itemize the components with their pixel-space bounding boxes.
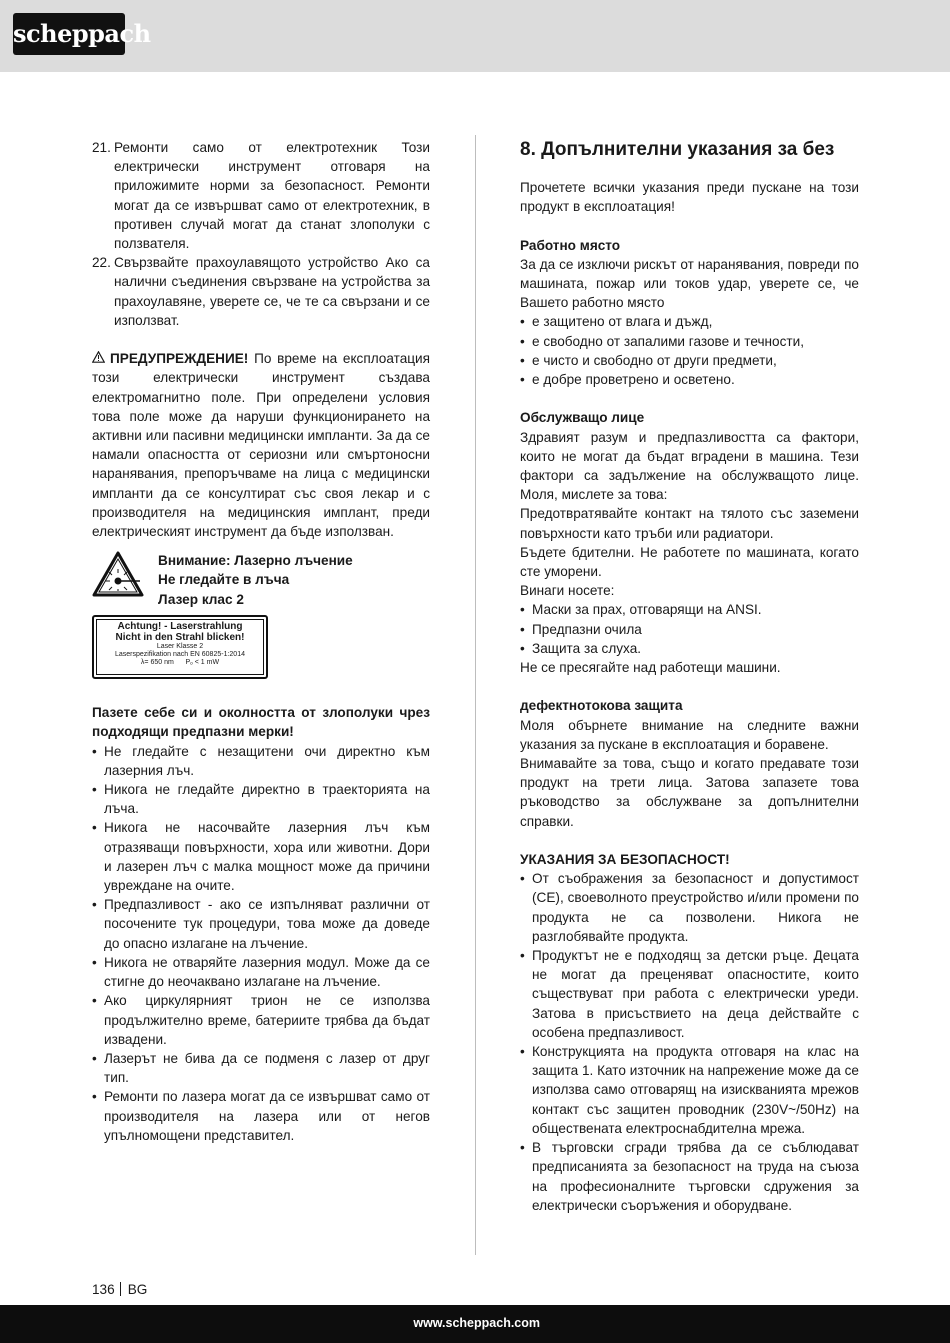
- list-item: • е добре проветрено и осветено.: [520, 372, 735, 388]
- laser-line-2: Не гледайте в лъча: [158, 572, 290, 588]
- warning-label: ПРЕДУПРЕЖДЕНИЕ!: [110, 351, 249, 367]
- list-item: • Маски за прах, отговарящи на ANSI.: [520, 602, 762, 618]
- workplace-text: За да се изключи рискът от наранявания, повреди по машината, пожар или токов удар, уверете се, че Вашето работно място: [520, 256, 859, 311]
- laser-warning-block: [92, 551, 430, 703]
- label-power: Pₒ < 1 mW: [185, 659, 220, 667]
- label-title-1: Achtung! - Laserstrahlung: [117, 621, 243, 633]
- list-item: • е чисто и свободно от други предмети,: [520, 352, 777, 368]
- list-item: • Конструкцията на продукта отговаря на клас на защита 1. Като източник на напрежение може да се използва само отговарящ на изискванията мрежов контакт със защитен проводник (230V~/50Hz) на обществената електроснабдителна мрежа.: [520, 1044, 859, 1136]
- list-item: • Никога не отваряйте лазерния модул. Може да се стигне до неочаквано излагане на лъчение.: [92, 954, 430, 990]
- label-line-5: [97, 659, 263, 667]
- numbered-item-21: [92, 138, 430, 253]
- intro-text: Прочетете всички указания преди пускане на този продукт в експлоатация!: [520, 180, 859, 215]
- protect-heading: Пазете себе си и околността от злополуки чрез подходящи предпазни мерки!: [92, 705, 430, 740]
- operator-heading: Обслужващо лице: [520, 410, 645, 426]
- laser-line-3: Лазер клас 2: [158, 591, 244, 607]
- page-footer: [92, 1280, 147, 1299]
- language-code: BG: [127, 1282, 148, 1297]
- rcd-heading: дефектнотокова защита: [520, 698, 683, 714]
- item-text: Ремонти само от електротехник Този електрически инструмент отговаря на приложимите норми за безопасност. Ремонти могат да се извършват само от електротехник, в противен случай могат да станат злополуки с ползвателя.: [114, 140, 430, 252]
- laser-hazard-icon: [92, 551, 144, 597]
- numbered-item-22: [92, 253, 430, 330]
- list-item: • Не гледайте с незащитени очи директно към лазерния лъч.: [92, 743, 430, 778]
- list-item: • Предпазни очила: [520, 621, 642, 637]
- rcd-p1: Моля обърнете внимание на следните важни указания за пускане в експлоатация и боравене.: [520, 717, 859, 752]
- column-divider: [475, 135, 476, 1255]
- list-item: • Ако циркулярният трион не се използва продължително време, батериите трябва да бъдат извадени.: [92, 993, 430, 1047]
- header-bar: [0, 0, 950, 72]
- item-number: 21.: [92, 140, 111, 155]
- safety-heading: УКАЗАНИЯ ЗА БЕЗОПАСНОСТ!: [520, 852, 730, 868]
- operator-p4: Винаги носете:: [520, 583, 615, 599]
- operator-p3: Бъдете бдителни. Не работете по машината, когато сте уморени.: [520, 544, 859, 580]
- footer-bar: [0, 1305, 950, 1343]
- rcd-p2: Внимавайте за това, също и когато предавате този продукт на трети лица. Затова запазете това ръководство за обслужване за допълнителни справки.: [520, 756, 859, 829]
- list-item: • Продуктът не е подходящ за детски ръце. Децата не могат да преценяват опасностите, които съществуват при работа с електрически уреди. Затова в присъствието на деца действайте с особена предпазливост.: [520, 948, 859, 1040]
- page-number: 136: [92, 1282, 115, 1297]
- list-item: • От съображения за безопасност и допустимост (CE), своеволното преустройство и/или промени по продукта не са позволени. Никога не разглобявайте продукта.: [520, 871, 859, 944]
- right-column: [520, 138, 859, 1215]
- list-item: • В търговски сгради трябва да се съблюдават предписанията за безопасност на труда на съюза на професионалните търговски сдружения за електрически съоръжения и оборудване.: [520, 1140, 859, 1213]
- left-column: [92, 138, 430, 1145]
- workplace-heading: Работно място: [520, 237, 621, 253]
- list-item: • Никога не насочвайте лазерния лъч към отразяващи повърхности, хора или животни. Дори и лазерен лъч с малка мощност може да причини увреждане на очите.: [92, 820, 430, 894]
- website-link[interactable]: www.scheppach.com: [413, 1316, 540, 1330]
- emf-warning: [92, 349, 430, 541]
- scheppach-logo: scheppach: [13, 13, 125, 55]
- item-text: Свързвайте прахоулавящото устройство Ако са налични съединения свързване на устройства за прахоулавяне, уверете се, че те са свързани и се използват.: [114, 255, 430, 328]
- list-item: • Лазерът не бива да се подменя с лазер от друг тип.: [92, 1050, 430, 1086]
- list-item: • е защитено от влага и дъжд,: [520, 314, 713, 330]
- label-wavelength: λ= 650 nm: [140, 659, 174, 667]
- operator-p5: Не се пресягайте над работещи машини.: [520, 660, 781, 676]
- label-line-3: Laser Klasse 2: [156, 643, 204, 651]
- label-title-2: Nicht in den Strahl blicken!: [115, 632, 245, 644]
- laser-line-1: Внимание: Лазерно лъчение: [158, 553, 353, 569]
- operator-p2: Предотвратявайте контакт на тялото със заземени повърхности като тръби или радиатори.: [520, 506, 859, 541]
- list-item: • е свободно от запалими газове и течности,: [520, 333, 805, 349]
- warning-text: По време на експлоатация този електрически инструмент създава електромагнитно поле. При определени условия това поле може да наруши функционирането на активни или пасивни медицински импланти. За да се намали опасността от сериозни или смъртоносни наранявания, препоръчваме на лица с медицински импланти да се консултират със своя лекар и с производителя на медицинския имплант, преди електрическият инструмент да бъде използван.: [92, 351, 430, 540]
- list-item: • Никога не гледайте директно в траекторията на лъча.: [92, 782, 430, 817]
- list-item: • Ремонти по лазера могат да се извършват само от производителя на лазера или от негов упълномощени представител.: [92, 1089, 430, 1143]
- list-item: • Предпазливост - ако се изпълняват различни от посочените тук процедури, това може да доведе до опасно излагане на лъчение.: [92, 897, 430, 951]
- operator-p1: Здравият разум и предпазливостта са фактори, които не могат да бъдат вградени в машина. Тези фактори са задължение на обслужващото лице. Моля, мислете за това:: [520, 429, 859, 503]
- laser-class-label: [92, 615, 268, 679]
- item-number: 22.: [92, 255, 111, 271]
- label-line-4: Laserspezifikation nach EN 60825-1:2014: [115, 651, 245, 659]
- list-item: • Защита за слуха.: [520, 640, 642, 656]
- warning-triangle-icon: [92, 349, 106, 368]
- laser-caption: [158, 551, 353, 609]
- section-title: 8. Допълнителни указания за без: [520, 139, 835, 160]
